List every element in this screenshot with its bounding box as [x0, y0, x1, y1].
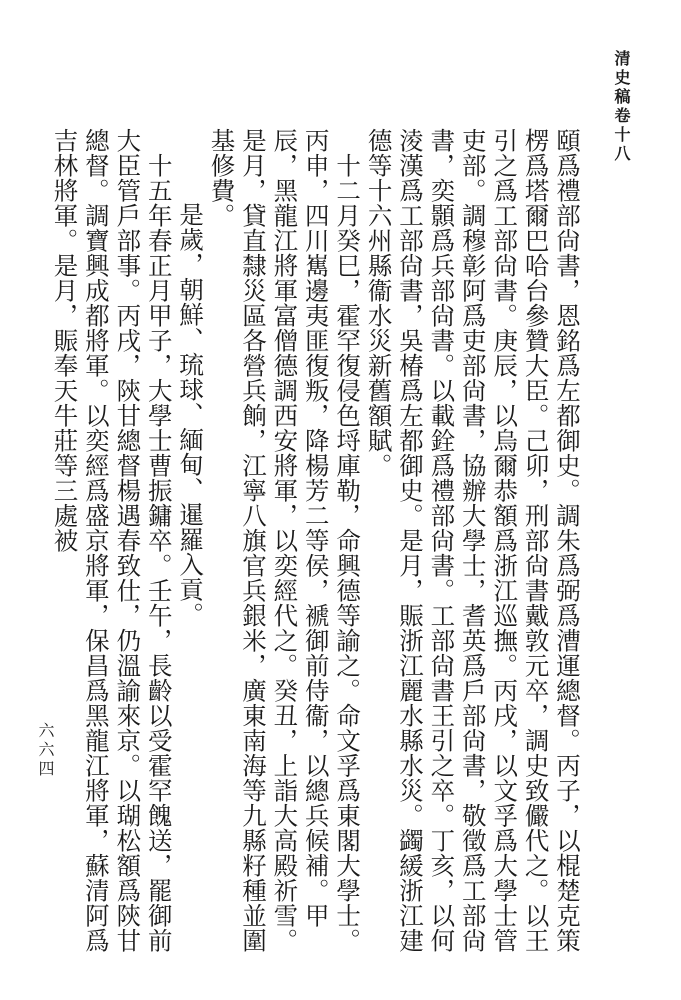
paragraph: 十二月癸巳，霍罕復侵色埒庫勒，命興德等諭之。命文孚爲東閣大學士。丙申，四川嶲邊夷匪復叛，降楊芳二等侯，褫御前侍衞，以總兵候補。甲辰，黑龍江將軍富僧德調西安將軍，以奕經代之。癸丑，上詣大高殿祈雪。是月，貸直隸災區各營兵餉，江寧八旗官兵銀米，廣東南海等九縣籽種並圍基修費。 — [207, 128, 363, 953]
body-text — [23, 128, 583, 954]
paragraph: 是歲，朝鮮、琉球、緬甸、暹羅入貢。 — [176, 201, 206, 627]
page-number: 六六四 — [36, 722, 55, 779]
paragraph: 頤爲禮部尙書，恩銘爲左都御史。調朱爲弼爲漕運總督。丙子，以棍楚克策楞爲塔爾巴哈台參贊大臣。己卯，刑部尙書戴敦元卒，調史致儼代之。以王引之爲工部尙書。庚辰，以烏爾恭額爲浙江巡撫。丙戌，以文孚爲大學士管吏部。調穆彰阿爲吏部尙書，協辦大學士，耆英爲戶部尙書，敬徵爲工部尙書，奕顥爲兵部尙書。以載銓爲禮部尙書。工部尙書王引之卒。丁亥，以何淩漢爲工部尙書，吳椿爲左都御史。是月，賑浙江麗水縣水災。蠲緩浙江建德等十六州縣衞水災新舊額賦。 — [364, 128, 582, 953]
paragraph: 十五年春正月甲子，大學士曹振鏞卒。壬午，長齡以受霍罕餽送，罷御前大臣管戶部事。丙戌，陝甘總督楊遇春致仕，仍溫諭來京。以瑚松額爲陝甘總督。調寶興成都將軍。以奕經爲盛京將軍，保昌爲黑龍江將軍，蘇清阿爲吉林將軍。是月，賑奉天牛莊等三處被 — [50, 128, 174, 953]
running-header: 清史稿卷十八 — [612, 50, 631, 164]
